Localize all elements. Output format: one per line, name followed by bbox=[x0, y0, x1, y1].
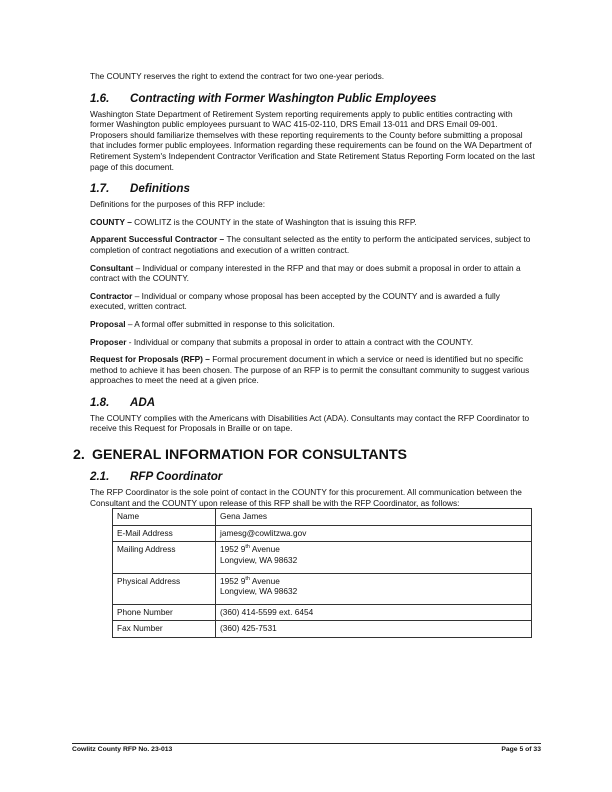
section-2-heading bbox=[73, 447, 536, 464]
physical-address-label: Physical Address bbox=[113, 573, 216, 604]
definition-text: Individual or company that submits a proposal in order to attain a contract with the COUNTY. bbox=[133, 336, 474, 347]
definition-separator: – bbox=[125, 318, 135, 329]
definition-text: Formal procurement document in which a service or need is identified but no specific method to achieve it has been chosen. The purpose of an RFP is to permit the consultant community to suggest various approaches to meet the need at a given price. bbox=[90, 354, 530, 386]
name-value: Gena James bbox=[216, 509, 532, 526]
name-label: Name bbox=[113, 509, 216, 526]
rfp-coordinator-table bbox=[112, 508, 532, 638]
table-row bbox=[113, 621, 532, 638]
email-value: jamesg@cowlitzwa.gov bbox=[216, 525, 532, 542]
page-content bbox=[73, 71, 536, 638]
definition-term: Contractor bbox=[90, 290, 133, 301]
mailing-address-label: Mailing Address bbox=[113, 542, 216, 573]
definition-contractor bbox=[90, 291, 536, 312]
section-number: 1.7. bbox=[90, 182, 110, 196]
footer-rfp-number: Cowlitz County RFP No. 23-013 bbox=[72, 746, 173, 753]
mailing-address-value bbox=[216, 542, 532, 573]
section-1-8-body: The COUNTY complies with the Americans with Disabilities Act (ADA). Consultants may contact the RFP Coordinator to receive this Request for Proposals in Braille or on tape. bbox=[90, 412, 530, 434]
section-number: 1.8. bbox=[90, 395, 110, 409]
definition-separator: – bbox=[202, 354, 213, 365]
physical-address-value bbox=[216, 573, 532, 604]
section-1-7-heading bbox=[90, 182, 536, 196]
definition-term: Proposal bbox=[90, 318, 126, 329]
definition-separator: - bbox=[126, 336, 134, 347]
table-row bbox=[113, 509, 532, 526]
section-title: Contracting with Former Washington Public Employees bbox=[130, 91, 437, 105]
street-name: Avenue bbox=[249, 575, 280, 586]
definition-separator: – bbox=[124, 216, 135, 227]
definition-proposal bbox=[90, 319, 536, 330]
definition-text: COWLITZ is the COUNTY in the state of Washington that is issuing this RFP. bbox=[134, 216, 417, 227]
definition-text: Individual or company interested in the RFP and that may or does submit a proposal in order to attain a contract with the COUNTY. bbox=[90, 262, 521, 284]
ordinal-suffix: th bbox=[245, 575, 250, 582]
street-number: 1952 9 bbox=[220, 544, 246, 555]
email-label: E-Mail Address bbox=[113, 525, 216, 542]
section-2-1-heading bbox=[90, 470, 536, 484]
ordinal-suffix: th bbox=[245, 544, 250, 551]
section-1-8-heading bbox=[90, 396, 536, 410]
definition-term: Request for Proposals (RFP) bbox=[90, 354, 203, 365]
definition-text: The consultant selected as the entity to perform the anticipated services, subject to completion of contract negotiations and execution of a written contract. bbox=[90, 234, 531, 255]
phone-value: (360) 414-5599 ext. 6454 bbox=[216, 604, 532, 621]
definition-county bbox=[90, 217, 536, 228]
definition-term: Apparent Successful Contractor bbox=[90, 234, 218, 245]
fax-label: Fax Number bbox=[113, 621, 216, 638]
section-1-6-body: Washington State Department of Retirement System reporting requirements apply to public entities contracting with former Washington public employees pursuant to WAC 415-02-110, DRS Email 13-011 and DRS Email 09-001. Proposers should familiarize themselves with these reporting requirements to the County before submitting a proposal that includes former public employees. Information regarding these requirements can be found on the WA Department of Retirement System's Independent Contractor Verification and State Retirement Status Reporting Form located on the last page of this document. bbox=[90, 108, 535, 172]
section-number: 2.1. bbox=[90, 470, 110, 484]
fax-value: (360) 425-7531 bbox=[216, 621, 532, 638]
definition-consultant bbox=[90, 263, 536, 284]
intro-paragraph: The COUNTY reserves the right to extend the contract for two one-year periods. bbox=[90, 71, 385, 81]
section-title: GENERAL INFORMATION FOR CONSULTANTS bbox=[92, 447, 407, 464]
definition-rfp bbox=[90, 354, 536, 386]
section-number: 2. bbox=[73, 447, 85, 464]
city-line: Longview, WA 98632 bbox=[220, 586, 298, 597]
definitions-lead: Definitions for the purposes of this RFP include: bbox=[90, 199, 266, 210]
section-title: ADA bbox=[130, 395, 156, 409]
phone-label: Phone Number bbox=[113, 604, 216, 621]
street-number: 1952 9 bbox=[220, 575, 246, 586]
definition-apparent-successful-contractor bbox=[90, 234, 536, 255]
definition-separator: – bbox=[217, 234, 227, 245]
table-row bbox=[113, 542, 532, 573]
definition-term: Consultant bbox=[90, 262, 134, 273]
definition-term: Proposer bbox=[90, 336, 127, 347]
street-name: Avenue bbox=[249, 544, 280, 555]
table-row bbox=[113, 525, 532, 542]
section-1-6-heading bbox=[90, 92, 536, 106]
section-2-1-body: The RFP Coordinator is the sole point of contact in the COUNTY for this procurement. All communication between the Consultant and the COUNTY upon release of this RFP shall be with the RFP Coordinator, as follows: bbox=[90, 487, 522, 508]
section-number: 1.6. bbox=[90, 91, 110, 105]
page-footer bbox=[72, 743, 541, 753]
definition-proposer bbox=[90, 337, 536, 348]
city-line: Longview, WA 98632 bbox=[220, 555, 298, 566]
definition-separator: – bbox=[133, 262, 143, 273]
definition-text: A formal offer submitted in response to this solicitation. bbox=[134, 318, 335, 329]
section-title: Definitions bbox=[130, 182, 190, 196]
definition-text: Individual or company whose proposal has been accepted by the COUNTY and is awarded a fully executed, written contract. bbox=[90, 290, 500, 312]
definition-separator: – bbox=[132, 290, 142, 301]
section-title: RFP Coordinator bbox=[130, 470, 223, 484]
footer-page-number: Page 5 of 33 bbox=[501, 746, 541, 753]
table-row bbox=[113, 573, 532, 604]
table-row bbox=[113, 604, 532, 621]
definition-term: COUNTY bbox=[90, 216, 125, 227]
